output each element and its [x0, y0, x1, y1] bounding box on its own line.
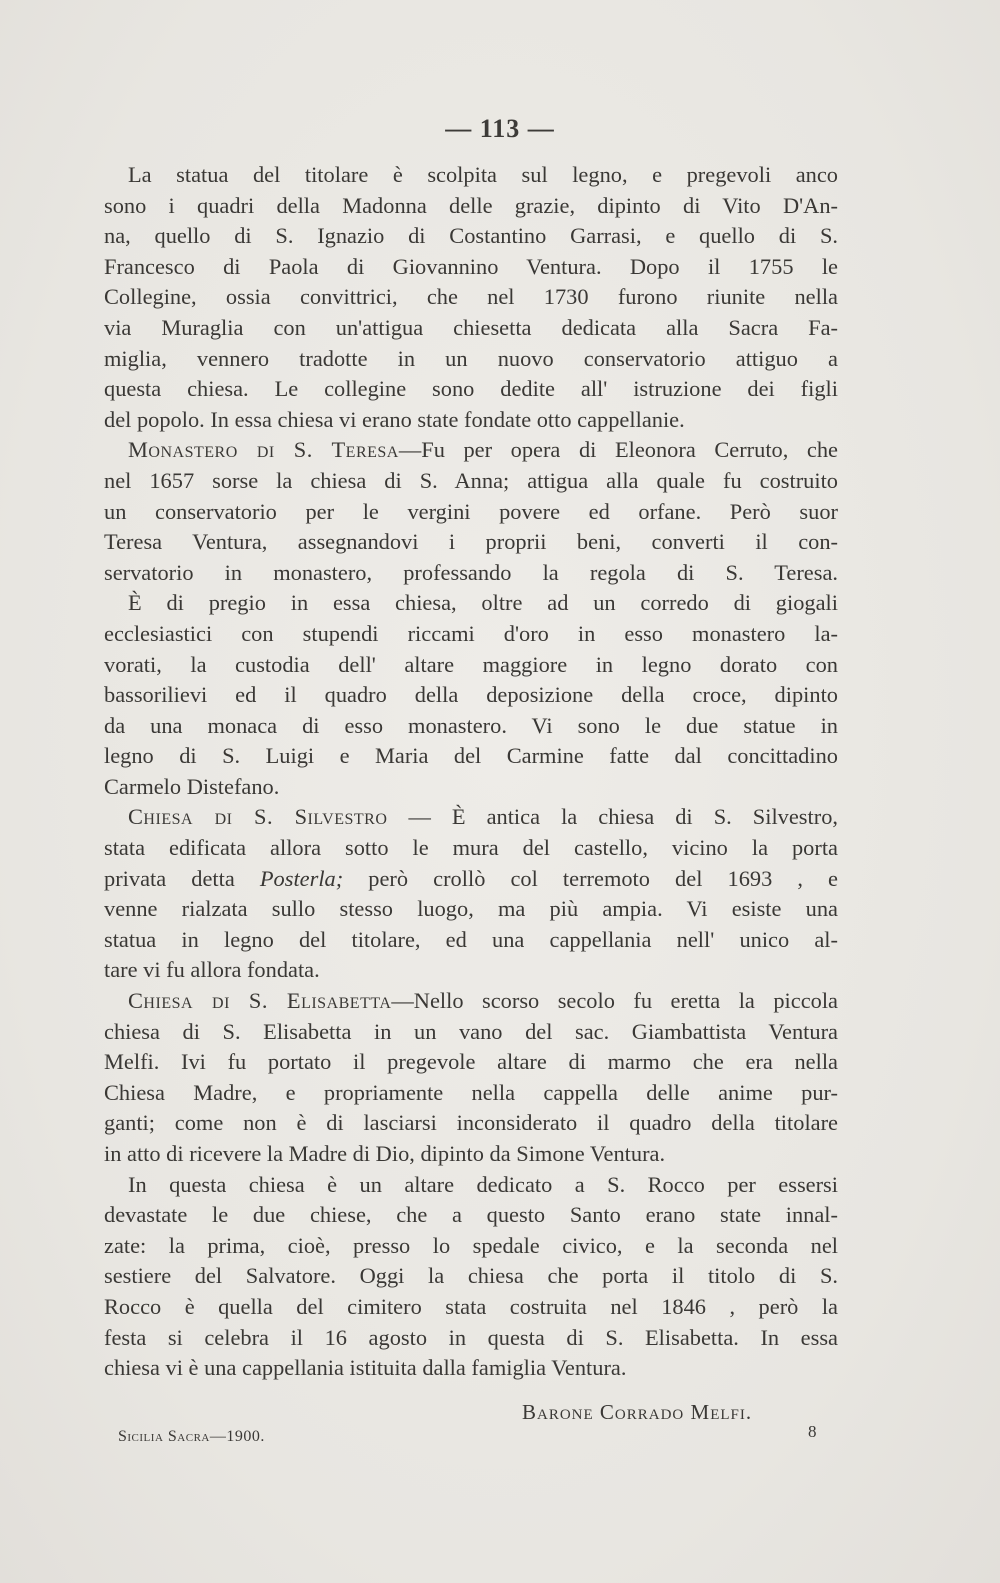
text-line: Collegine, ossia convittrici, che nel 1730 furono riunite nella	[104, 284, 838, 310]
text-fragment: —Nello scorso secolo fu eretta la piccola	[391, 988, 838, 1014]
text-line: Rocco è quella del cimitero stata costruita nel 1846 , però la	[104, 1293, 838, 1319]
text-line: Teresa Ventura, assegnandovi i proprii beni, converti il con-	[104, 529, 838, 555]
text-line: sestiere del Salvatore. Oggi la chiesa che porta il titolo di S.	[104, 1263, 838, 1289]
body-text	[104, 160, 838, 1384]
text-fragment: —Fu per opera di Eleonora Cerruto, che	[398, 437, 838, 463]
section-heading: Chiesa di S. Silvestro	[128, 804, 388, 830]
text-line: questa chiesa. Le collegine sono dedite all' istruzione dei figli	[104, 376, 838, 402]
text-line: Chiesa Madre, e propriamente nella cappella delle anime pur-	[104, 1079, 838, 1105]
page-number: — 113 —	[445, 114, 555, 143]
text-line	[104, 802, 838, 833]
text-fragment: — È antica la chiesa di S. Silvestro,	[387, 804, 838, 830]
footer-publication: Sicilia Sacra—1900.	[118, 1428, 265, 1445]
text-line: un conservatorio per le vergini povere ed orfane. Però suor	[104, 498, 838, 524]
text-line: via Muraglia con un'attigua chiesetta dedicata alla Sacra Fa-	[104, 314, 838, 340]
text-line: nel 1657 sorse la chiesa di S. Anna; attigua alla quale fu costruito	[104, 467, 838, 493]
text-line: devastate le due chiese, che a questo Santo erano state innal-	[104, 1202, 838, 1228]
text-line: del popolo. In essa chiesa vi erano state fondate otto cappellanie.	[104, 406, 685, 432]
text-line: legno di S. Luigi e Maria del Carmine fatte dal concittadino	[104, 743, 838, 769]
text-line: La statua del titolare è scolpita sul legno, e pregevoli anco	[128, 162, 838, 187]
text-line: in atto di ricevere la Madre di Dio, dipinto da Simone Ventura.	[104, 1141, 666, 1166]
text-line	[104, 986, 838, 1017]
text-line: chiesa vi è una cappellania istituita dalla famiglia Ventura.	[104, 1355, 627, 1381]
text-line: venne rialzata sullo stesso luogo, ma più ampia. Vi esiste una	[104, 896, 838, 922]
text-line: festa si celebra il 16 agosto in questa di S. Elisabetta. In essa	[104, 1324, 838, 1350]
text-line: ecclesiastici con stupendi riccami d'oro in esso monastero la-	[104, 620, 838, 646]
text-fragment: privata detta	[104, 865, 260, 891]
text-line: Francesco di Paola di Giovannino Ventura. Dopo il 1755 le	[104, 253, 838, 279]
text-line	[104, 864, 838, 895]
text-line: sono i quadri della Madonna delle grazie, dipinto di Vito D'An-	[104, 192, 838, 218]
text-line: Carmelo Distefano.	[104, 773, 280, 799]
text-line: bassorilievi ed il quadro della deposizione della croce, dipinto	[104, 682, 838, 708]
text-line: È di pregio in essa chiesa, oltre ad un corredo di giogali	[128, 590, 838, 616]
italic-term: Posterla;	[259, 865, 344, 891]
text-line: In questa chiesa è un altare dedicato a S. Rocco per essersi	[128, 1171, 838, 1197]
text-line: Melfi. Ivi fu portato il pregevole altare di marmo che era nella	[104, 1049, 838, 1075]
text-line: chiesa di S. Elisabetta in un vano del sac. Giambattista Ventura	[104, 1018, 838, 1044]
text-line: na, quello di S. Ignazio di Costantino Garrasi, e quello di S.	[104, 223, 838, 249]
text-line: vorati, la custodia dell' altare maggiore in legno dorato con	[104, 651, 838, 677]
section-heading: Monastero di S. Teresa	[128, 437, 399, 463]
text-line: miglia, vennero tradotte in un nuovo conservatorio attiguo a	[104, 345, 838, 371]
section-heading: Chiesa di S. Elisabetta	[128, 988, 392, 1014]
text-line: zate: la prima, cioè, presso lo spedale civico, e la seconda nel	[104, 1232, 838, 1258]
text-line: stata edificata allora sotto le mura del castello, vicino la porta	[104, 835, 838, 861]
text-line: servatorio in monastero, professando la regola di S. Teresa.	[104, 559, 838, 585]
text-line	[104, 435, 838, 466]
text-line: tare vi fu allora fondata.	[104, 957, 320, 983]
text-fragment: però crollò col terremoto del 1693 , e	[343, 865, 838, 891]
text-line: statua in legno del titolare, ed una cappellania nell' unico al-	[104, 926, 838, 952]
author-signature: Barone Corrado Melfi.	[522, 1400, 753, 1424]
text-line: ganti; come non è di lasciarsi inconsiderato il quadro della titolare	[104, 1110, 838, 1136]
text-line: da una monaca di esso monastero. Vi sono le due statue in	[104, 712, 838, 738]
footer-signature-mark: 8	[808, 1422, 817, 1441]
